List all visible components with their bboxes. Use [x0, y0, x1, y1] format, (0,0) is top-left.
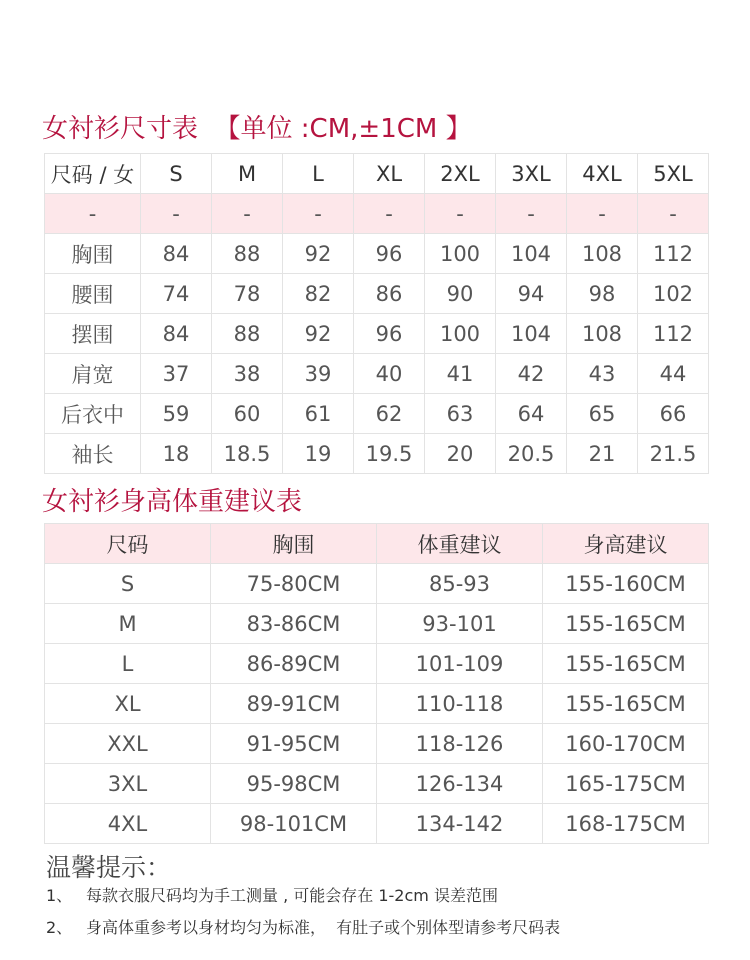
table-cell: 98-101CM — [211, 804, 377, 844]
table-cell: 20 — [425, 434, 496, 474]
tips-title: 温馨提示： — [46, 853, 172, 882]
table-cell: - — [567, 194, 638, 234]
table-cell: - — [283, 194, 354, 234]
tip-item — [46, 888, 498, 904]
table-cell: 101-109 — [377, 644, 543, 684]
table-cell: S — [45, 564, 211, 604]
table-cell: 胸围 — [45, 234, 141, 274]
table-header-cell: 5XL — [638, 154, 709, 194]
table-cell: 104 — [496, 234, 567, 274]
table-cell: 91-95CM — [211, 724, 377, 764]
table-cell: 85-93 — [377, 564, 543, 604]
table-cell: 44 — [638, 354, 709, 394]
table-row — [45, 314, 709, 354]
table-cell: XXL — [45, 724, 211, 764]
table-cell: 腰围 — [45, 274, 141, 314]
table-cell: 98 — [567, 274, 638, 314]
table-cell: 18.5 — [212, 434, 283, 474]
table-row — [45, 434, 709, 474]
table-cell: 38 — [212, 354, 283, 394]
table-cell: 40 — [354, 354, 425, 394]
table-cell: 168-175CM — [543, 804, 709, 844]
table-cell: 60 — [212, 394, 283, 434]
table-cell: 155-160CM — [543, 564, 709, 604]
table-cell: - — [45, 194, 141, 234]
table-cell: 134-142 — [377, 804, 543, 844]
tip-number: 1、 — [46, 886, 73, 905]
table-cell: 86 — [354, 274, 425, 314]
table-cell: - — [638, 194, 709, 234]
table-cell: 100 — [425, 234, 496, 274]
table-cell: 66 — [638, 394, 709, 434]
table-cell: 83-86CM — [211, 604, 377, 644]
table-cell: 88 — [212, 314, 283, 354]
table-row — [45, 724, 709, 764]
table-cell: 21 — [567, 434, 638, 474]
table-cell: L — [45, 644, 211, 684]
table-header-cell: 4XL — [567, 154, 638, 194]
table-cell: 126-134 — [377, 764, 543, 804]
table-cell: XL — [45, 684, 211, 724]
table-cell: 100 — [425, 314, 496, 354]
table-row — [45, 684, 709, 724]
table-cell: 62 — [354, 394, 425, 434]
table-cell: 95-98CM — [211, 764, 377, 804]
table-header-cell: 胸围 — [211, 524, 377, 564]
tip-text: 身高体重参考以身材均匀为标准， 有肚子或个别体型请参考尺码表 — [86, 918, 561, 937]
table-header-cell: 3XL — [496, 154, 567, 194]
table-cell: 后衣中 — [45, 394, 141, 434]
table-cell: 94 — [496, 274, 567, 314]
table-cell: 89-91CM — [211, 684, 377, 724]
table-header-cell: 尺码 / 女 — [45, 154, 141, 194]
recommendation-table — [44, 523, 709, 844]
table-cell: 118-126 — [377, 724, 543, 764]
table-row — [45, 194, 709, 234]
table-cell: 86-89CM — [211, 644, 377, 684]
table-cell: 61 — [283, 394, 354, 434]
table-cell: 65 — [567, 394, 638, 434]
table-row — [45, 234, 709, 274]
table-cell: 19 — [283, 434, 354, 474]
table-header-cell: 体重建议 — [377, 524, 543, 564]
table-cell: 4XL — [45, 804, 211, 844]
table-cell: 19.5 — [354, 434, 425, 474]
table-cell: 84 — [141, 314, 212, 354]
table-header-cell: 2XL — [425, 154, 496, 194]
table-cell: - — [425, 194, 496, 234]
tip-item — [46, 920, 560, 936]
table-cell: 74 — [141, 274, 212, 314]
table-cell: 肩宽 — [45, 354, 141, 394]
table-header-cell: S — [141, 154, 212, 194]
table-cell: 21.5 — [638, 434, 709, 474]
table-cell: 108 — [567, 234, 638, 274]
size-chart-title: 女衬衫尺寸表 【单位 :CM,±1CM 】 — [42, 114, 472, 144]
table-cell: 摆围 — [45, 314, 141, 354]
table-cell: 84 — [141, 234, 212, 274]
table-cell: M — [45, 604, 211, 644]
table-cell: 39 — [283, 354, 354, 394]
table-cell: 112 — [638, 314, 709, 354]
table-row — [45, 644, 709, 684]
table-cell: 64 — [496, 394, 567, 434]
table-cell: 92 — [283, 234, 354, 274]
table-cell: 43 — [567, 354, 638, 394]
table-cell: 82 — [283, 274, 354, 314]
table-cell: 41 — [425, 354, 496, 394]
table-row — [45, 394, 709, 434]
table-cell: 20.5 — [496, 434, 567, 474]
table-cell: 155-165CM — [543, 644, 709, 684]
table-cell: 155-165CM — [543, 684, 709, 724]
table-cell: 37 — [141, 354, 212, 394]
table-cell: - — [212, 194, 283, 234]
table-cell: 78 — [212, 274, 283, 314]
table-cell: - — [354, 194, 425, 234]
table-row — [45, 564, 709, 604]
table-cell: 92 — [283, 314, 354, 354]
table-cell: 42 — [496, 354, 567, 394]
table-cell: - — [496, 194, 567, 234]
recommendation-title: 女衬衫身高体重建议表 — [42, 487, 303, 517]
table-cell: 75-80CM — [211, 564, 377, 604]
size-chart-table — [44, 153, 709, 474]
table-header-cell: 尺码 — [45, 524, 211, 564]
table-cell: 88 — [212, 234, 283, 274]
table-row — [45, 354, 709, 394]
table-cell: 59 — [141, 394, 212, 434]
table-cell: 96 — [354, 234, 425, 274]
table-cell: 90 — [425, 274, 496, 314]
table-header-cell: 身高建议 — [543, 524, 709, 564]
table-row — [45, 604, 709, 644]
table-row — [45, 274, 709, 314]
tip-text: 每款衣服尺码均为手工测量 , 可能会存在 1-2cm 误差范围 — [86, 886, 498, 905]
tip-number: 2、 — [46, 918, 73, 937]
table-cell: 93-101 — [377, 604, 543, 644]
table-cell: 112 — [638, 234, 709, 274]
table-row — [45, 764, 709, 804]
table-header-row — [45, 154, 709, 194]
table-header-cell: XL — [354, 154, 425, 194]
table-header-cell: M — [212, 154, 283, 194]
table-cell: 63 — [425, 394, 496, 434]
table-cell: 108 — [567, 314, 638, 354]
table-row — [45, 804, 709, 844]
table-header-cell: L — [283, 154, 354, 194]
table-cell: 165-175CM — [543, 764, 709, 804]
table-cell: 110-118 — [377, 684, 543, 724]
table-cell: 袖长 — [45, 434, 141, 474]
table-cell: 155-165CM — [543, 604, 709, 644]
table-cell: 160-170CM — [543, 724, 709, 764]
table-header-row — [45, 524, 709, 564]
table-cell: 104 — [496, 314, 567, 354]
table-cell: - — [141, 194, 212, 234]
table-cell: 18 — [141, 434, 212, 474]
table-cell: 3XL — [45, 764, 211, 804]
table-cell: 96 — [354, 314, 425, 354]
table-cell: 102 — [638, 274, 709, 314]
